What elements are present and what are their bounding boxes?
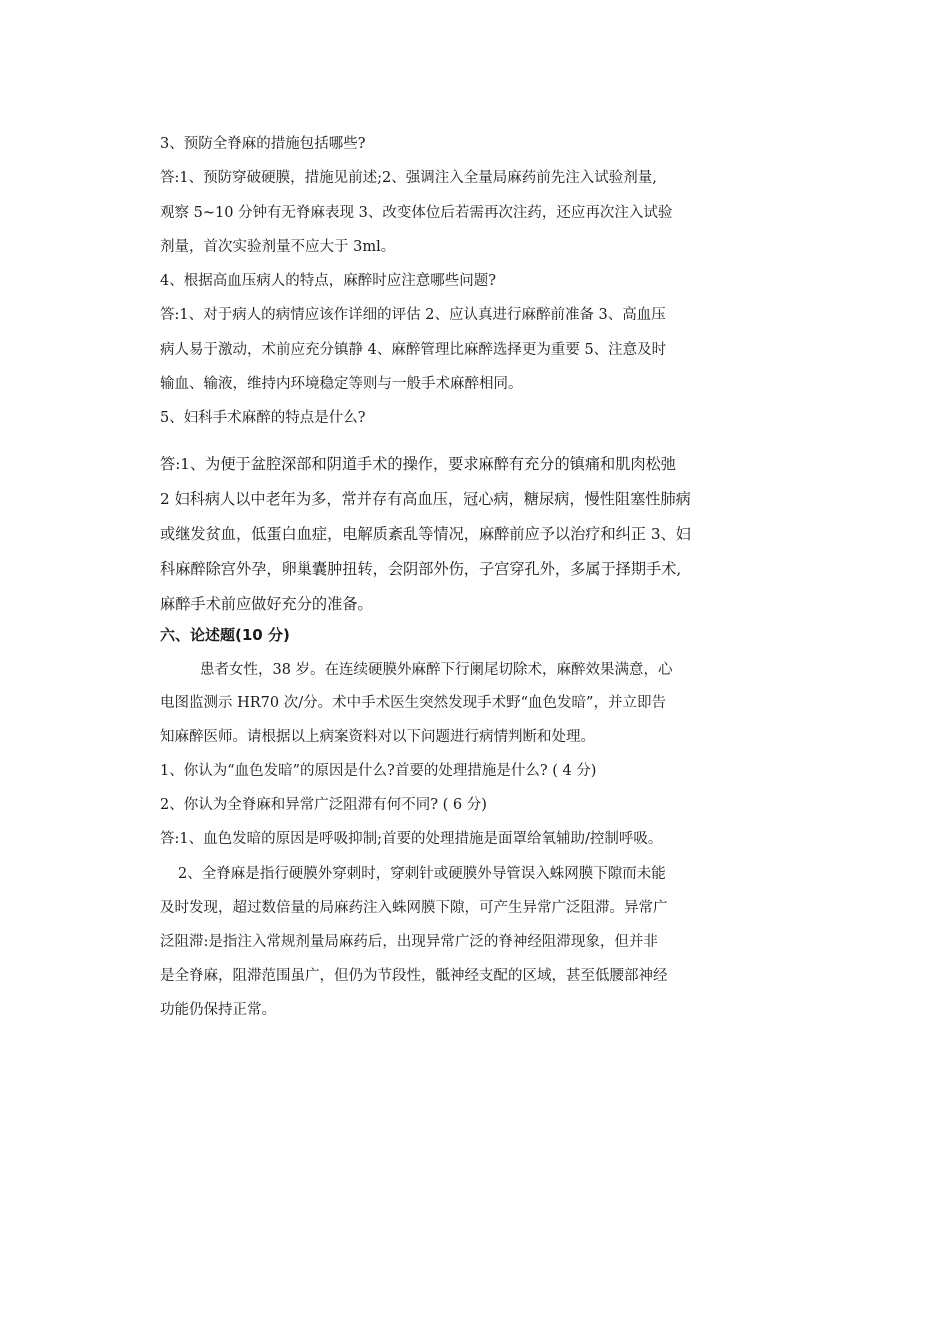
case-answer-2-line-4: 是全脊麻，阻滞范围虽广，但仍为节段性，骶神经支配的区域，甚至低腰部神经: [160, 968, 668, 984]
answer-4-line-1: 答:1、对于病人的病情应该作详细的评估 2、应认真进行麻醉前准备 3、高血压: [160, 307, 666, 323]
answer-5-line-5: 麻醉手术前应做好充分的准备。: [160, 595, 373, 613]
answer-3-line-1: 答:1、预防穿破硬膜，措施见前述;2、强调注入全量局麻药前先注入试验剂量,: [160, 170, 657, 186]
case-question-1: 1、你认为“血色发暗”的原因是什么?首要的处理措施是什么? ( 4 分): [160, 763, 597, 779]
question-3: 3、预防全脊麻的措施包括哪些?: [160, 136, 366, 152]
section-heading: 六、论述题(10 分): [160, 626, 290, 644]
case-line-2: 电图监测示 HR70 次/分。术中手术医生突然发现手术野“血色发暗”，并立即告: [160, 695, 666, 711]
answer-4-line-2: 病人易于激动，术前应充分镇静 4、麻醉管理比麻醉选择更为重要 5、注意及时: [160, 342, 667, 358]
case-answer-2-line-1: 2、全脊麻是指行硬膜外穿刺时，穿刺针或硬膜外导管误入蛛网膜下隙而未能: [178, 866, 666, 882]
case-line-1: 患者女性，38 岁。在连续硬膜外麻醉下行阑尾切除术，麻醉效果满意，心: [200, 662, 673, 678]
answer-3-line-3: 剂量，首次实验剂量不应大于 3ml。: [160, 239, 396, 255]
answer-5-line-3: 或继发贫血，低蛋白血症，电解质紊乱等情况，麻醉前应予以治疗和纠正 3、妇: [160, 525, 691, 543]
answer-5-line-2: 2 妇科病人以中老年为多，常并存有高血压，冠心病，糖尿病，慢性阻塞性肺病: [160, 490, 691, 508]
case-answer-2-line-2: 及时发现，超过数倍量的局麻药注入蛛网膜下隙，可产生异常广泛阻滞。异常广: [160, 900, 668, 916]
case-answer-2-line-5: 功能仍保持正常。: [160, 1002, 276, 1018]
case-answer-1: 答:1、血色发暗的原因是呼吸抑制;首要的处理措施是面罩给氧辅助/控制呼吸。: [160, 831, 663, 847]
answer-3-line-2: 观察 5~10 分钟有无脊麻表现 3、改变体位后若需再次注药，还应再次注入试验: [160, 205, 673, 221]
case-answer-2-line-3: 泛阻滞:是指注入常规剂量局麻药后，出现异常广泛的脊神经阻滞现象，但并非: [160, 934, 658, 950]
answer-5-line-4: 科麻醉除宫外孕，卵巢囊肿扭转，会阴部外伤，子宫穿孔外，多属于择期手术,: [160, 560, 682, 578]
case-line-3: 知麻醉医师。请根据以上病案资料对以下问题进行病情判断和处理。: [160, 729, 595, 745]
question-4: 4、根据高血压病人的特点，麻醉时应注意哪些问题?: [160, 273, 496, 289]
case-question-2: 2、你认为全脊麻和异常广泛阻滞有何不同? ( 6 分): [160, 797, 487, 813]
answer-5-line-1: 答:1、为便于盆腔深部和阴道手术的操作，要求麻醉有充分的镇痛和肌肉松弛: [160, 455, 676, 473]
answer-4-line-3: 输血、输液，维持内环境稳定等则与一般手术麻醉相同。: [160, 376, 523, 392]
question-5: 5、妇科手术麻醉的特点是什么?: [160, 410, 366, 426]
